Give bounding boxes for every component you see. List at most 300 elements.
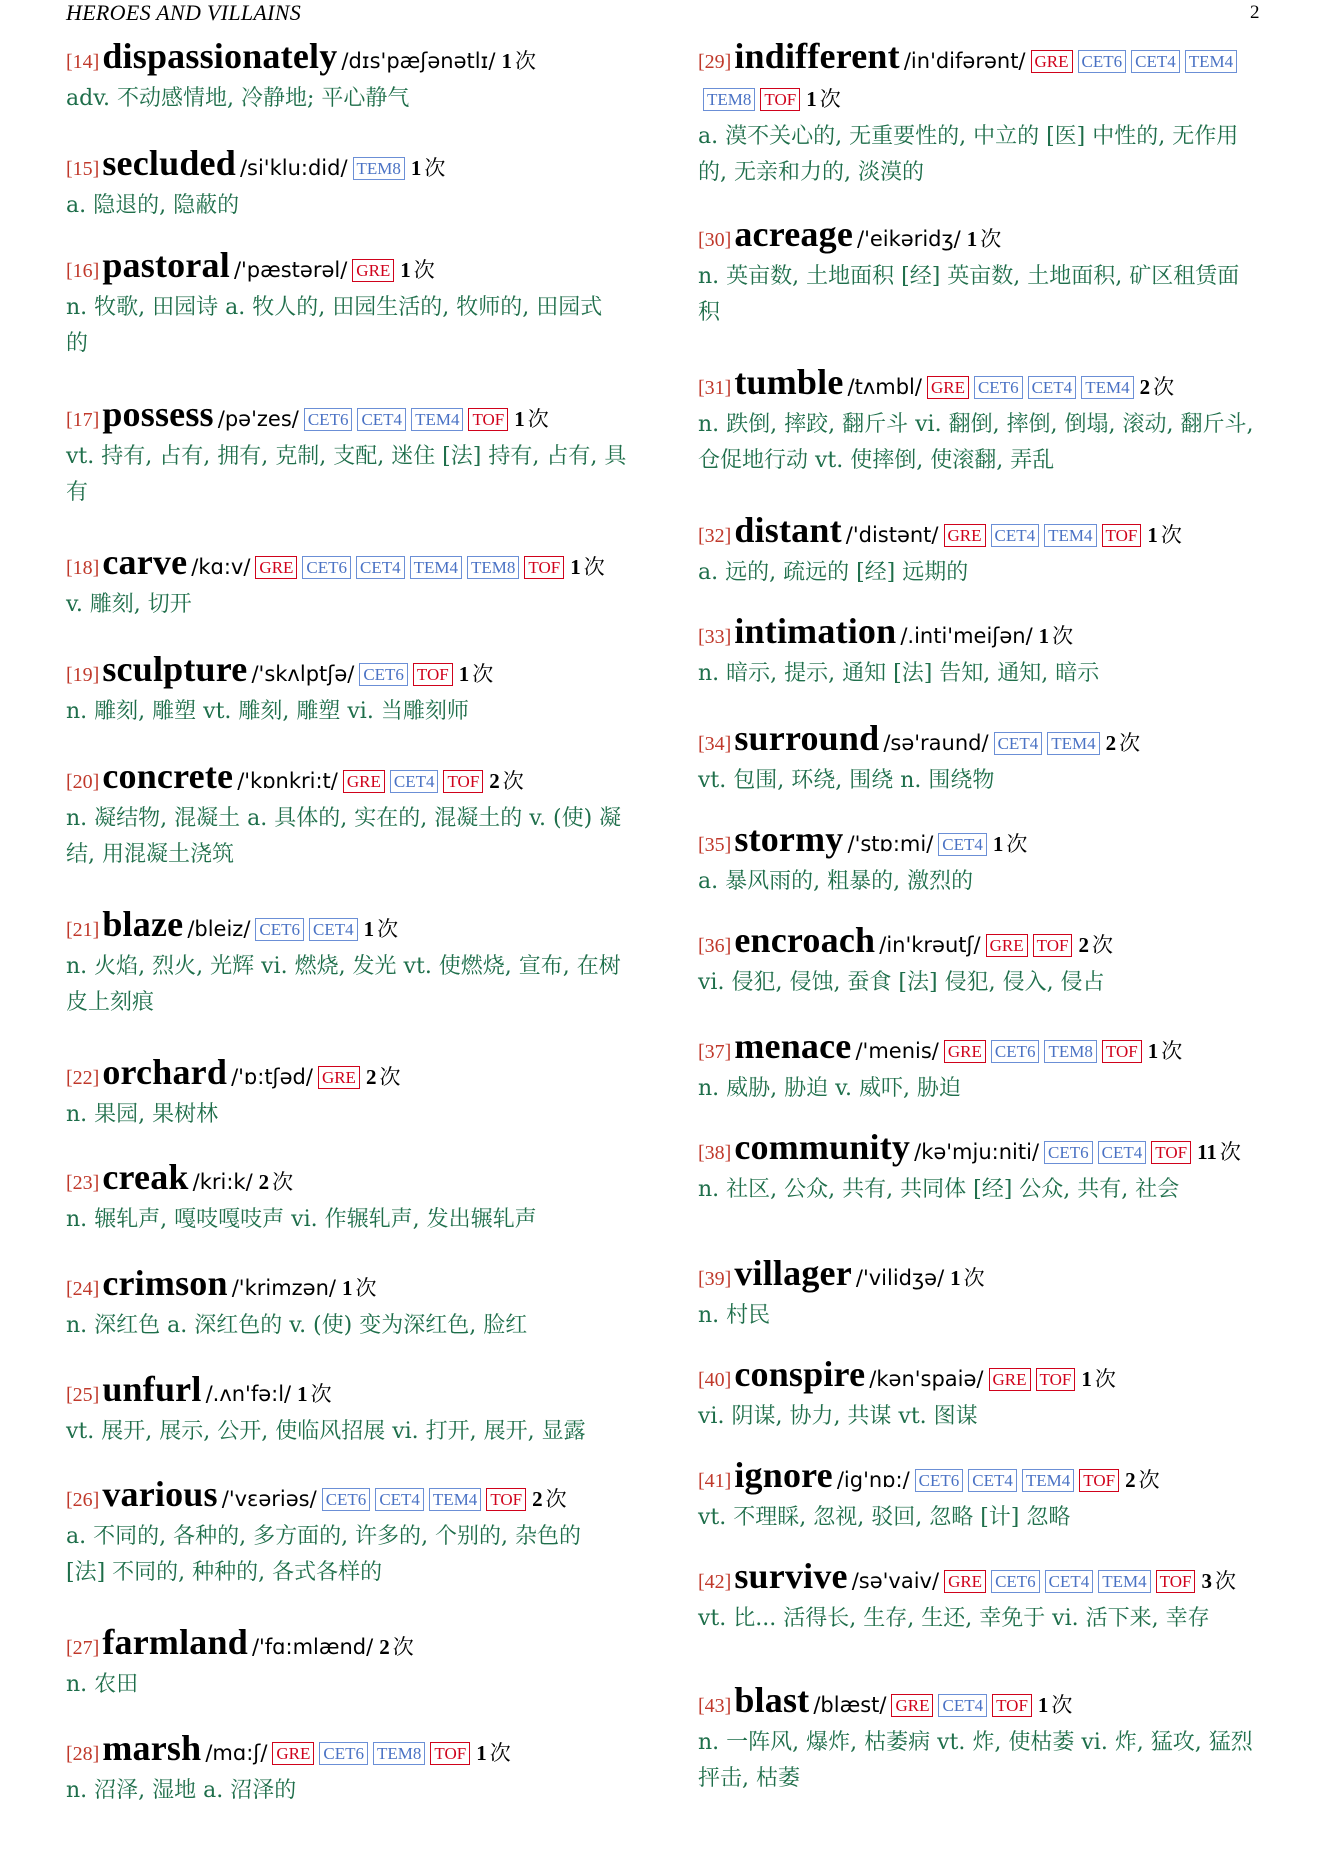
frequency-unit: 次 bbox=[379, 1065, 401, 1089]
exam-tag-tof: TOF bbox=[430, 1742, 470, 1765]
exam-tag-gre: GRE bbox=[891, 1694, 933, 1717]
pronunciation: /'distənt/ bbox=[845, 523, 939, 547]
frequency-number: 1 bbox=[297, 1382, 308, 1406]
headword: farmland bbox=[102, 1622, 248, 1662]
frequency-count bbox=[1078, 933, 1113, 957]
vocab-entry bbox=[66, 145, 646, 224]
exam-tag-tof: TOF bbox=[1033, 934, 1073, 957]
vocab-entry bbox=[66, 651, 646, 730]
exam-tag-cet4: CET4 bbox=[1098, 1141, 1147, 1164]
entry-number: [43] bbox=[698, 1695, 732, 1717]
exam-tag-tof: TOF bbox=[1036, 1368, 1076, 1391]
entry-number: [30] bbox=[698, 229, 732, 251]
entry-number: [29] bbox=[698, 51, 732, 73]
pronunciation: /'kɒnkri:t/ bbox=[237, 769, 338, 793]
exam-tag-tof: TOF bbox=[413, 663, 453, 686]
pronunciation: /bleiz/ bbox=[187, 917, 251, 941]
pronunciation: /ig'nɒ:/ bbox=[836, 1468, 910, 1492]
headword: creak bbox=[102, 1157, 189, 1197]
exam-tag-tof: TOF bbox=[443, 770, 483, 793]
headword: orchard bbox=[102, 1052, 228, 1092]
headword: conspire bbox=[734, 1354, 866, 1394]
entry-headline bbox=[66, 1730, 646, 1773]
exam-tag-tem4: TEM4 bbox=[1081, 376, 1133, 399]
definition bbox=[66, 1097, 646, 1133]
frequency-count bbox=[1148, 1039, 1183, 1063]
frequency-unit: 次 bbox=[583, 555, 605, 579]
pronunciation: /'skʌlptʃə/ bbox=[251, 662, 355, 686]
headword: villager bbox=[734, 1253, 852, 1293]
entry-headline bbox=[66, 1054, 646, 1097]
entry-headline bbox=[66, 396, 646, 439]
pronunciation: /sə'raund/ bbox=[883, 731, 989, 755]
vocab-entry bbox=[698, 364, 1278, 479]
exam-tag-cet4: CET4 bbox=[357, 408, 406, 431]
definition-line: n. 威胁, 胁迫 v. 威吓, 胁迫 bbox=[698, 1076, 961, 1101]
exam-tag-cet4: CET4 bbox=[1045, 1570, 1094, 1593]
pronunciation: /'ɒ:tʃəd/ bbox=[231, 1065, 313, 1089]
pronunciation: /kɑ:v/ bbox=[191, 555, 251, 579]
frequency-count bbox=[1106, 731, 1141, 755]
entry-number: [41] bbox=[698, 1470, 732, 1492]
pronunciation: /pə'zes/ bbox=[217, 407, 299, 431]
headword: crimson bbox=[102, 1263, 228, 1303]
frequency-unit: 次 bbox=[424, 156, 446, 180]
frequency-number: 2 bbox=[1078, 933, 1089, 957]
definition bbox=[698, 1071, 1278, 1107]
exam-tag-gre: GRE bbox=[927, 376, 969, 399]
headword: surround bbox=[734, 718, 880, 758]
entry-number: [23] bbox=[66, 1172, 100, 1194]
definition bbox=[698, 965, 1278, 1001]
pronunciation: /si'klu:did/ bbox=[239, 156, 348, 180]
entry-headline bbox=[698, 1457, 1278, 1500]
definition bbox=[66, 1773, 646, 1809]
entry-number: [14] bbox=[66, 51, 100, 73]
entry-headline bbox=[698, 512, 1278, 555]
definition-line: a. 不同的, 各种的, 多方面的, 许多的, 个别的, 杂色的 bbox=[66, 1524, 582, 1549]
frequency-number: 1 bbox=[1147, 1039, 1159, 1063]
definition bbox=[698, 1172, 1278, 1208]
entry-headline bbox=[698, 1255, 1278, 1298]
frequency-unit: 次 bbox=[1153, 375, 1175, 399]
entry-headline bbox=[66, 544, 646, 587]
pronunciation: /'vɛəriəs/ bbox=[221, 1487, 317, 1511]
exam-tag-tem4: TEM4 bbox=[1044, 524, 1096, 547]
headword: menace bbox=[734, 1026, 852, 1066]
frequency-unit: 次 bbox=[545, 1487, 567, 1511]
headword: various bbox=[102, 1474, 218, 1514]
exam-tag-cet4: CET4 bbox=[938, 1694, 987, 1717]
headword: survive bbox=[734, 1556, 848, 1596]
definition bbox=[698, 1500, 1278, 1536]
exam-tag-cet4: CET4 bbox=[375, 1488, 424, 1511]
exam-tag-tem4: TEM4 bbox=[1047, 732, 1099, 755]
frequency-count bbox=[259, 1170, 294, 1194]
vocab-entry bbox=[66, 906, 646, 1021]
definition-line: v. 雕刻, 切开 bbox=[66, 592, 192, 617]
entry-headline bbox=[66, 38, 646, 81]
definition-line: 仓促地行动 vt. 使摔倒, 使滚翻, 弄乱 bbox=[698, 448, 1055, 473]
entry-headline bbox=[698, 364, 1278, 407]
headword: dispassionately bbox=[102, 36, 338, 76]
frequency-unit: 次 bbox=[1051, 1693, 1073, 1717]
pronunciation: /mɑ:ʃ/ bbox=[205, 1741, 268, 1765]
pronunciation: /'vilidʒə/ bbox=[855, 1266, 945, 1290]
definition bbox=[66, 1202, 646, 1238]
exam-tag-tem8: TEM8 bbox=[1044, 1040, 1096, 1063]
entry-number: [40] bbox=[698, 1369, 732, 1391]
entry-number: [27] bbox=[66, 1637, 100, 1659]
definition-line: n. 村民 bbox=[698, 1303, 771, 1328]
vocab-entry bbox=[66, 1371, 646, 1450]
headword: sculpture bbox=[102, 649, 248, 689]
exam-tag-gre: GRE bbox=[1031, 50, 1073, 73]
definition-line: 抨击, 枯萎 bbox=[698, 1766, 800, 1791]
exam-tag-tof: TOF bbox=[468, 408, 508, 431]
entry-number: [26] bbox=[66, 1489, 100, 1511]
entry-number: [24] bbox=[66, 1278, 100, 1300]
entry-headline bbox=[66, 1159, 646, 1202]
definition-line: vi. 侵犯, 侵蚀, 蚕食 [法] 侵犯, 侵入, 侵占 bbox=[698, 970, 1105, 995]
pronunciation: /sə'vaiv/ bbox=[851, 1569, 940, 1593]
vocab-entry bbox=[698, 1682, 1278, 1797]
exam-tag-cet6: CET6 bbox=[255, 918, 304, 941]
pronunciation: /'eikəridʒ/ bbox=[857, 227, 961, 251]
headword: carve bbox=[102, 542, 188, 582]
frequency-number: 1 bbox=[341, 1276, 353, 1300]
definition bbox=[66, 188, 646, 224]
frequency-number: 2 bbox=[379, 1635, 390, 1659]
frequency-unit: 次 bbox=[1214, 1569, 1236, 1593]
entry-number: [32] bbox=[698, 525, 732, 547]
vocab-entry bbox=[66, 1730, 646, 1809]
exam-tag-gre: GRE bbox=[989, 1368, 1031, 1391]
definition bbox=[66, 81, 646, 117]
vocab-entry bbox=[698, 216, 1278, 331]
definition-line: vt. 包围, 环绕, 围绕 n. 围绕物 bbox=[698, 768, 995, 793]
exam-tag-tem8: TEM8 bbox=[467, 556, 519, 579]
definition-line: a. 漠不关心的, 无重要性的, 中立的 [医] 中性的, 无作用 bbox=[698, 124, 1239, 149]
exam-tag-gre: GRE bbox=[352, 259, 394, 282]
headword: blaze bbox=[102, 904, 184, 944]
frequency-unit: 次 bbox=[1006, 832, 1028, 856]
exam-tag-tem4: TEM4 bbox=[429, 1488, 481, 1511]
frequency-unit: 次 bbox=[472, 662, 494, 686]
exam-tag-tof: TOF bbox=[524, 556, 564, 579]
exam-tag-cet6: CET6 bbox=[1078, 50, 1127, 73]
vocab-entry bbox=[698, 512, 1278, 591]
vocab-entry bbox=[66, 396, 646, 511]
entry-number: [35] bbox=[698, 834, 732, 856]
exam-tag-cet6: CET6 bbox=[1044, 1141, 1093, 1164]
entry-headline bbox=[698, 1129, 1278, 1172]
frequency-unit: 次 bbox=[502, 769, 524, 793]
frequency-unit: 次 bbox=[819, 87, 841, 111]
frequency-number: 11 bbox=[1197, 1140, 1217, 1164]
vocab-entry bbox=[66, 1476, 646, 1591]
frequency-unit: 次 bbox=[1161, 1039, 1183, 1063]
entry-headline bbox=[66, 651, 646, 694]
frequency-number: 1 bbox=[570, 555, 581, 579]
exam-tag-tem4: TEM4 bbox=[1098, 1570, 1150, 1593]
frequency-count bbox=[411, 156, 446, 180]
exam-tag-tem4: TEM4 bbox=[411, 408, 463, 431]
frequency-count bbox=[489, 769, 524, 793]
vocab-entry bbox=[698, 1028, 1278, 1107]
headword: intimation bbox=[734, 611, 897, 651]
definition bbox=[698, 407, 1278, 479]
entry-headline bbox=[698, 1028, 1278, 1071]
headword: pastoral bbox=[102, 245, 230, 285]
exam-tag-cet4: CET4 bbox=[309, 918, 358, 941]
vocab-entry bbox=[698, 1457, 1278, 1536]
definition-line: vt. 不理睬, 忽视, 驳回, 忽略 [计] 忽略 bbox=[698, 1505, 1071, 1530]
exam-tag-gre: GRE bbox=[343, 770, 385, 793]
frequency-unit: 次 bbox=[1119, 731, 1141, 755]
definition-line: vt. 持有, 占有, 拥有, 克制, 支配, 迷住 [法] 持有, 占有, 具 bbox=[66, 444, 627, 469]
frequency-count bbox=[967, 227, 1002, 251]
pronunciation: /'pæstərəl/ bbox=[233, 258, 348, 282]
pronunciation: /in'krəutʃ/ bbox=[879, 933, 981, 957]
frequency-count bbox=[501, 49, 536, 73]
entry-number: [22] bbox=[66, 1067, 100, 1089]
headword: stormy bbox=[734, 819, 844, 859]
exam-tag-gre: GRE bbox=[272, 1742, 314, 1765]
definition-line: vi. 阴谋, 协力, 共谋 vt. 图谋 bbox=[698, 1404, 978, 1429]
definition bbox=[698, 1725, 1278, 1797]
definition bbox=[698, 763, 1278, 799]
frequency-unit: 次 bbox=[489, 1741, 511, 1765]
exam-tag-tof: TOF bbox=[1102, 1040, 1142, 1063]
frequency-unit: 次 bbox=[527, 407, 549, 431]
frequency-count bbox=[379, 1635, 414, 1659]
frequency-count bbox=[570, 555, 605, 579]
frequency-number: 1 bbox=[501, 49, 512, 73]
exam-tag-gre: GRE bbox=[986, 934, 1028, 957]
frequency-unit: 次 bbox=[1052, 624, 1074, 648]
frequency-number: 1 bbox=[1081, 1367, 1092, 1391]
entry-number: [34] bbox=[698, 733, 732, 755]
definition-line: n. 牧歌, 田园诗 a. 牧人的, 田园生活的, 牧师的, 田园式 bbox=[66, 295, 603, 320]
exam-tag-cet4: CET4 bbox=[356, 556, 405, 579]
running-title: HEROES AND VILLAINS bbox=[66, 0, 302, 25]
entry-headline bbox=[698, 38, 1278, 119]
frequency-number: 1 bbox=[458, 662, 470, 686]
frequency-count bbox=[366, 1065, 401, 1089]
exam-tag-tof: TOF bbox=[1079, 1469, 1119, 1492]
frequency-unit: 次 bbox=[1160, 523, 1182, 547]
definition bbox=[66, 949, 646, 1021]
definition bbox=[698, 1298, 1278, 1334]
entry-headline bbox=[66, 1476, 646, 1519]
frequency-unit: 次 bbox=[310, 1382, 332, 1406]
frequency-number: 1 bbox=[950, 1266, 961, 1290]
frequency-unit: 次 bbox=[1091, 933, 1113, 957]
definition-line: 的, 无亲和力的, 淡漠的 bbox=[698, 160, 924, 185]
exam-tag-cet4: CET4 bbox=[991, 524, 1040, 547]
vocab-entry bbox=[66, 247, 646, 362]
frequency-count bbox=[950, 1266, 985, 1290]
frequency-count bbox=[514, 407, 549, 431]
frequency-count bbox=[1201, 1569, 1236, 1593]
entry-number: [33] bbox=[698, 626, 732, 648]
definition bbox=[66, 1414, 646, 1450]
headword: distant bbox=[734, 510, 842, 550]
vocab-entry bbox=[698, 613, 1278, 692]
definition bbox=[66, 1519, 646, 1591]
entry-headline bbox=[66, 758, 646, 801]
frequency-unit: 次 bbox=[1219, 1140, 1241, 1164]
exam-tag-cet6: CET6 bbox=[304, 408, 353, 431]
exam-tag-cet6: CET6 bbox=[359, 663, 408, 686]
exam-tag-tof: TOF bbox=[1156, 1570, 1196, 1593]
exam-tag-cet4: CET4 bbox=[968, 1469, 1017, 1492]
definition-line: n. 跌倒, 摔跤, 翻斤斗 vi. 翻倒, 摔倒, 倒塌, 滚动, 翻斤斗, bbox=[698, 412, 1254, 437]
definition-line: n. 社区, 公众, 共有, 共同体 [经] 公众, 共有, 社会 bbox=[698, 1177, 1180, 1202]
definition-line: n. 农田 bbox=[66, 1672, 139, 1697]
frequency-count bbox=[806, 87, 841, 111]
exam-tag-tof: TOF bbox=[760, 88, 800, 111]
vocab-entry bbox=[698, 1356, 1278, 1435]
pronunciation: /kri:k/ bbox=[192, 1170, 253, 1194]
definition-line: [法] 不同的, 种种的, 各式各样的 bbox=[66, 1560, 383, 1585]
frequency-count bbox=[1147, 523, 1182, 547]
pronunciation: /'stɒ:mi/ bbox=[847, 832, 934, 856]
definition-line: n. 火焰, 烈火, 光辉 vi. 燃烧, 发光 vt. 使燃烧, 宣布, 在树 bbox=[66, 954, 621, 979]
frequency-unit: 次 bbox=[392, 1635, 414, 1659]
exam-tag-cet4: CET4 bbox=[938, 833, 987, 856]
vocab-entry bbox=[698, 720, 1278, 799]
definition-line: n. 凝结物, 混凝土 a. 具体的, 实在的, 混凝土的 v. (使) 凝 bbox=[66, 806, 622, 831]
definition bbox=[66, 694, 646, 730]
vocab-entry bbox=[698, 922, 1278, 1001]
exam-tag-tof: TOF bbox=[486, 1488, 526, 1511]
frequency-number: 3 bbox=[1201, 1569, 1212, 1593]
frequency-number: 1 bbox=[992, 832, 1004, 856]
vocab-entry bbox=[698, 821, 1278, 900]
frequency-count bbox=[1081, 1367, 1116, 1391]
pronunciation: /'menis/ bbox=[855, 1039, 939, 1063]
entry-headline bbox=[66, 145, 646, 188]
entry-number: [15] bbox=[66, 158, 100, 180]
frequency-number: 1 bbox=[1147, 523, 1158, 547]
entry-number: [42] bbox=[698, 1571, 732, 1593]
pronunciation: /'fɑ:mlænd/ bbox=[251, 1635, 374, 1659]
entry-number: [17] bbox=[66, 409, 100, 431]
vocab-entry bbox=[66, 544, 646, 623]
pronunciation: /kən'spaiə/ bbox=[869, 1367, 984, 1391]
frequency-number: 2 bbox=[258, 1170, 270, 1194]
entry-number: [20] bbox=[66, 771, 100, 793]
exam-tag-gre: GRE bbox=[944, 524, 986, 547]
frequency-count bbox=[1140, 375, 1175, 399]
frequency-number: 1 bbox=[363, 917, 375, 941]
vocab-entry bbox=[66, 1265, 646, 1344]
entry-number: [19] bbox=[66, 664, 100, 686]
exam-tag-tem8: TEM8 bbox=[373, 1742, 425, 1765]
frequency-count bbox=[993, 832, 1028, 856]
pronunciation: /kə'mju:niti/ bbox=[914, 1140, 1040, 1164]
definition-line: n. 果园, 果树林 bbox=[66, 1102, 219, 1127]
entry-number: [18] bbox=[66, 557, 100, 579]
frequency-count bbox=[1039, 624, 1074, 648]
exam-tag-cet6: CET6 bbox=[915, 1469, 964, 1492]
entry-headline bbox=[66, 1265, 646, 1308]
definition-line: a. 远的, 疏远的 [经] 远期的 bbox=[698, 560, 969, 585]
frequency-unit: 次 bbox=[272, 1170, 294, 1194]
pronunciation: /dɪs'pæʃənətlɪ/ bbox=[341, 49, 496, 73]
definition-line: n. 一阵风, 爆炸, 枯萎病 vt. 炸, 使枯萎 vi. 炸, 猛攻, 猛烈 bbox=[698, 1730, 1253, 1755]
entry-number: [31] bbox=[698, 377, 732, 399]
entry-headline bbox=[66, 247, 646, 290]
frequency-count bbox=[459, 662, 494, 686]
entry-headline bbox=[66, 1371, 646, 1414]
entry-headline bbox=[698, 1558, 1278, 1601]
frequency-number: 2 bbox=[1105, 731, 1117, 755]
frequency-number: 2 bbox=[532, 1487, 543, 1511]
headword: encroach bbox=[734, 920, 876, 960]
exam-tag-tem8: TEM8 bbox=[353, 157, 405, 180]
exam-tag-tem4: TEM4 bbox=[1022, 1469, 1074, 1492]
definition bbox=[698, 119, 1278, 191]
definition-line: 积 bbox=[698, 300, 721, 325]
frequency-unit: 次 bbox=[1094, 1367, 1116, 1391]
entry-number: [28] bbox=[66, 1743, 100, 1765]
definition-line: n. 暗示, 提示, 通知 [法] 告知, 通知, 暗示 bbox=[698, 661, 1100, 686]
definition-line: vt. 比... 活得长, 生存, 生还, 幸免于 vi. 活下来, 幸存 bbox=[698, 1606, 1210, 1631]
frequency-count bbox=[400, 258, 435, 282]
headword: tumble bbox=[734, 362, 844, 402]
headword: acreage bbox=[734, 214, 853, 254]
entry-number: [21] bbox=[66, 919, 100, 941]
exam-tag-cet4: CET4 bbox=[1131, 50, 1180, 73]
definition bbox=[698, 555, 1278, 591]
frequency-unit: 次 bbox=[1138, 1468, 1160, 1492]
frequency-count bbox=[1197, 1140, 1241, 1164]
exam-tag-cet4: CET4 bbox=[994, 732, 1043, 755]
entry-headline bbox=[66, 906, 646, 949]
frequency-number: 2 bbox=[1125, 1468, 1136, 1492]
headword: community bbox=[734, 1127, 911, 1167]
definition-line: n. 雕刻, 雕塑 vt. 雕刻, 雕塑 vi. 当雕刻师 bbox=[66, 699, 469, 724]
entry-number: [25] bbox=[66, 1384, 100, 1406]
exam-tag-gre: GRE bbox=[255, 556, 297, 579]
headword: indifferent bbox=[734, 36, 900, 76]
definition-line: a. 隐退的, 隐蔽的 bbox=[66, 193, 240, 218]
vocab-entry bbox=[698, 1255, 1278, 1334]
entry-headline bbox=[698, 720, 1278, 763]
definition bbox=[698, 1399, 1278, 1435]
definition-line: 皮上刻痕 bbox=[66, 990, 155, 1015]
frequency-unit: 次 bbox=[377, 917, 399, 941]
frequency-number: 1 bbox=[400, 258, 411, 282]
definition-line: vt. 展开, 展示, 公开, 使临风招展 vi. 打开, 展开, 显露 bbox=[66, 1419, 586, 1444]
exam-tag-cet6: CET6 bbox=[302, 556, 351, 579]
definition bbox=[66, 801, 646, 873]
entry-headline bbox=[698, 613, 1278, 656]
frequency-count bbox=[532, 1487, 567, 1511]
exam-tag-cet4: CET4 bbox=[390, 770, 439, 793]
frequency-number: 1 bbox=[1037, 1693, 1049, 1717]
frequency-unit: 次 bbox=[963, 1266, 985, 1290]
definition bbox=[698, 864, 1278, 900]
exam-tag-cet4: CET4 bbox=[1028, 376, 1077, 399]
pronunciation: /tʌmbl/ bbox=[847, 375, 922, 399]
headword: concrete bbox=[102, 756, 234, 796]
page-number: 2 bbox=[1250, 2, 1260, 23]
headword: unfurl bbox=[102, 1369, 202, 1409]
